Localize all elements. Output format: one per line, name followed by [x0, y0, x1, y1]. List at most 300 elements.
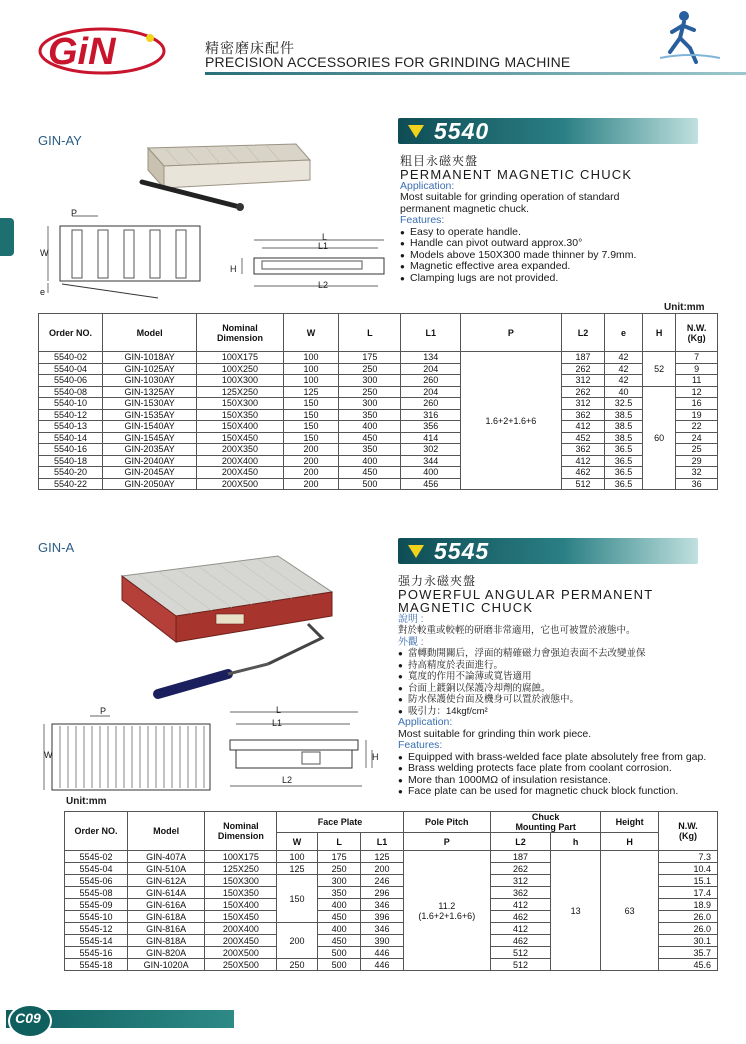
table-cell: 250 [339, 386, 401, 398]
table-cell: 204 [401, 363, 461, 375]
application-text: Most suitable for grinding thin work piece. [398, 727, 592, 740]
table-cell: GIN-1020A [127, 959, 204, 971]
section1-description [400, 156, 730, 284]
table-cell: 312 [561, 375, 605, 387]
title-cn: 强力永磁夾盤 [398, 574, 477, 588]
table-cell: 5545-14 [65, 935, 128, 947]
dim-h-label: H [230, 264, 237, 274]
application-label: Application: [400, 179, 455, 192]
table-cell: 5545-04 [65, 863, 128, 875]
feature-item-cn: ● 吸引力：14kgf/cm² [398, 706, 728, 718]
table-cell: 150 [283, 409, 339, 421]
table-cell: 414 [401, 432, 461, 444]
dim-p-label: P [100, 706, 107, 716]
table-cell: 5545-06 [65, 875, 128, 887]
table-cell: 5540-14 [39, 432, 103, 444]
table-cell: 5545-09 [65, 899, 128, 911]
feature-item-cn: ● 當轉動開關后，浮面的精確磁力會强迫表面不去改變並保 [398, 648, 728, 660]
table-cell: 25 [676, 444, 718, 456]
table-cell: 7.3 [659, 851, 718, 863]
table-cell: 346 [361, 923, 403, 935]
table-cell: 5545-12 [65, 923, 128, 935]
title-en: POWERFUL ANGULAR PERMANENT [398, 586, 654, 602]
table-cell: 100 [277, 851, 317, 863]
unit-label: Unit:mm [66, 796, 107, 807]
col-header: P [403, 833, 491, 851]
table-cell: 60 [642, 386, 675, 490]
feature-item-cn: ● 台面上鍍銅以保護冷却劑的腐蝕。 [398, 683, 728, 695]
dim-p-label: P [71, 208, 78, 218]
feature-item: ● Easy to operate handle. [400, 227, 730, 239]
table-row [65, 851, 718, 863]
dim-l1-label: L1 [318, 241, 329, 251]
unit-label: Unit:mm [664, 302, 705, 313]
table-cell: 250 [339, 363, 401, 375]
table-cell: 150X350 [197, 409, 283, 421]
table-cell: 512 [561, 478, 605, 490]
table-cell: 125X250 [197, 386, 283, 398]
table-cell: 446 [361, 947, 403, 959]
svg-text:GiN: GiN [48, 31, 116, 73]
table-cell: 5540-04 [39, 363, 103, 375]
table-cell: 100X175 [205, 851, 277, 863]
desc-label-cn: 說明 : [398, 613, 424, 625]
table-cell: 175 [339, 352, 401, 364]
title-cn: 粗目永磁夾盤 [400, 154, 479, 168]
col-header: Order NO. [65, 812, 128, 851]
features-label: Features: [400, 214, 445, 226]
table-cell: GIN-616A [127, 899, 204, 911]
col-header: Pole Pitch [403, 812, 491, 833]
feature-item: ● Handle can pivot outward approx.30° [400, 238, 730, 250]
table-row [39, 455, 718, 467]
table-cell: GIN-1535AY [102, 409, 196, 421]
table-cell: 300 [339, 398, 401, 410]
gin-logo [38, 24, 166, 76]
col-header: Model [102, 314, 196, 352]
table-cell: 412 [561, 455, 605, 467]
table-cell: 100X250 [197, 363, 283, 375]
table-cell: GIN-612A [127, 875, 204, 887]
header-title-cn: 精密磨床配件 [205, 40, 295, 56]
table-cell: 500 [317, 959, 361, 971]
table-cell: 32.5 [605, 398, 643, 410]
table-cell: 30.1 [659, 935, 718, 947]
table-cell: 38.5 [605, 432, 643, 444]
col-header: N.W. (Kg) [676, 314, 718, 352]
drawing-5540-top [38, 208, 218, 308]
model-number: 5540 [434, 118, 490, 144]
table-cell: 150X350 [205, 887, 277, 899]
table-cell: 150X300 [205, 875, 277, 887]
table-cell: 35.7 [659, 947, 718, 959]
table-cell: 250 [277, 959, 317, 971]
feature-item-cn: ● 寬度的作用不論薄或寬皆適用 [398, 671, 728, 683]
table-cell: 36.5 [605, 478, 643, 490]
table-cell: 300 [339, 375, 401, 387]
dim-e-label: e [40, 287, 46, 297]
product-photo-5540 [136, 140, 316, 216]
feature-item: ● Models above 150X300 made thinner by 7.9mm. [400, 250, 730, 262]
model-banner-5545 [398, 538, 698, 564]
feature-item: ● Clamping lugs are not provided. [400, 273, 730, 285]
table-cell: 5545-18 [65, 959, 128, 971]
table-cell: 5545-02 [65, 851, 128, 863]
table-cell: 26.0 [659, 923, 718, 935]
table-cell: 452 [561, 432, 605, 444]
table-cell: 200 [283, 444, 339, 456]
table-cell: GIN-1325AY [102, 386, 196, 398]
table-cell: 5540-02 [39, 352, 103, 364]
col-header: Order NO. [39, 314, 103, 352]
table-cell: 10.4 [659, 863, 718, 875]
table-row [39, 409, 718, 421]
pole-pitch-value: 11.2 [438, 900, 456, 911]
feature-item: ● Magnetic effective area expanded. [400, 261, 730, 273]
table-cell: 200 [277, 923, 317, 959]
table-cell: 7 [676, 352, 718, 364]
table-cell: 45.6 [659, 959, 718, 971]
table-cell: 187 [561, 352, 605, 364]
table-cell: 412 [491, 899, 551, 911]
col-header: W [283, 314, 339, 352]
table-cell: 200 [361, 863, 403, 875]
side-tab [0, 218, 14, 256]
table-cell: 150 [283, 398, 339, 410]
table-cell: 15.1 [659, 875, 718, 887]
runner-figure-icon [660, 8, 720, 66]
table-cell: 42 [605, 352, 643, 364]
section1-code: GIN-AY [38, 133, 82, 148]
table-cell: 200X500 [205, 947, 277, 959]
spec-table-5540 [38, 313, 718, 490]
table-cell: 462 [491, 911, 551, 923]
table-cell: 26.0 [659, 911, 718, 923]
spec-table-5545 [64, 811, 718, 971]
table-cell: 5540-06 [39, 375, 103, 387]
col-header: L1 [361, 833, 403, 851]
table-cell: GIN-2050AY [102, 478, 196, 490]
col-header: L [339, 314, 401, 352]
table-cell: 296 [361, 887, 403, 899]
table-cell: GIN-2045AY [102, 467, 196, 479]
table-row [39, 478, 718, 490]
table-cell: 125 [283, 386, 339, 398]
pole-pitch-formula: (1.6+2+1.6+6) [418, 910, 476, 921]
col-header: L [317, 833, 361, 851]
table-cell: 38.5 [605, 421, 643, 433]
table-cell: 312 [561, 398, 605, 410]
table-cell: 5545-16 [65, 947, 128, 959]
table-cell: GIN-816A [127, 923, 204, 935]
table-cell: 5545-10 [65, 911, 128, 923]
table-cell: 246 [361, 875, 403, 887]
table-cell: 38.5 [605, 409, 643, 421]
table-cell: 22 [676, 421, 718, 433]
table-cell: 125 [277, 863, 317, 875]
table-row [39, 444, 718, 456]
table-cell: 32 [676, 467, 718, 479]
table-cell: 150X400 [197, 421, 283, 433]
dim-l2-label: L2 [318, 280, 329, 290]
table-cell: 42 [605, 363, 643, 375]
drawing-5545-top [40, 700, 220, 800]
table-row [39, 363, 718, 375]
table-cell: 52 [642, 352, 675, 387]
col-header: L2 [491, 833, 551, 851]
table-cell: 36 [676, 478, 718, 490]
table-cell: 5540-22 [39, 478, 103, 490]
table-cell: 36.5 [605, 455, 643, 467]
application-text: Most suitable for grinding operation of standard [400, 191, 620, 203]
table-cell: 100 [283, 352, 339, 364]
table-cell: 150X450 [205, 911, 277, 923]
col-header: Chuck Mounting Part [491, 812, 601, 833]
feature-item: ● Face plate can be used for magnetic chuck block function. [398, 786, 728, 798]
table-cell: 350 [339, 409, 401, 421]
table-cell: 262 [561, 363, 605, 375]
table-cell: 350 [339, 444, 401, 456]
table-cell: 200X350 [197, 444, 283, 456]
table-cell: 462 [491, 935, 551, 947]
page-number: C09 [15, 1010, 41, 1026]
table-cell: 400 [317, 923, 361, 935]
table-cell: GIN-407A [127, 851, 204, 863]
table-cell: 200X400 [205, 923, 277, 935]
table-cell: 5540-08 [39, 386, 103, 398]
table-cell: 100 [283, 363, 339, 375]
table-cell: 412 [491, 923, 551, 935]
desc-text-cn: 對於較重或較輕的研磨非常適用，它也可被置於液態中。 [398, 625, 636, 636]
model-number: 5545 [434, 538, 490, 564]
table-cell: 125X250 [205, 863, 277, 875]
table-cell: 200 [283, 467, 339, 479]
table-cell: 350 [317, 887, 361, 899]
features-label: Features: [398, 739, 443, 751]
table-cell: 356 [401, 421, 461, 433]
table-cell: GIN-1025AY [102, 363, 196, 375]
feature-item: ● More than 1000MΩ of insulation resistance. [398, 775, 728, 787]
table-cell: 24 [676, 432, 718, 444]
table-cell: 204 [401, 386, 461, 398]
section2-code: GIN-A [38, 540, 75, 555]
table-cell: 150 [283, 432, 339, 444]
table-cell: GIN-1018AY [102, 352, 196, 364]
drawing-5540-side [228, 236, 396, 292]
table-cell: 362 [561, 409, 605, 421]
table-cell: 316 [401, 409, 461, 421]
dim-w-label: W [40, 248, 49, 258]
triangle-marker-icon [408, 125, 424, 138]
table-cell: GIN-818A [127, 935, 204, 947]
table-cell: 500 [317, 947, 361, 959]
table-cell: 200 [283, 455, 339, 467]
title-en: MAGNETIC CHUCK [398, 599, 534, 615]
col-header: Height [601, 812, 659, 833]
title-en: PERMANENT MAGNETIC CHUCK [400, 166, 633, 182]
table-cell: 5540-20 [39, 467, 103, 479]
col-header: Model [127, 812, 204, 851]
table-cell: GIN-2040AY [102, 455, 196, 467]
table-cell: 450 [339, 432, 401, 444]
table-cell: GIN-614A [127, 887, 204, 899]
table-cell: 150 [283, 421, 339, 433]
dim-h-label: H [372, 752, 379, 762]
table-cell: 456 [401, 478, 461, 490]
table-cell: 512 [491, 947, 551, 959]
table-row [39, 421, 718, 433]
table-cell: 400 [401, 467, 461, 479]
table-cell: 150X400 [205, 899, 277, 911]
table-cell: GIN-618A [127, 911, 204, 923]
table-cell: 400 [339, 421, 401, 433]
table-cell: 36.5 [605, 467, 643, 479]
table-cell: 512 [491, 959, 551, 971]
section2-description [398, 576, 728, 798]
table-cell: 18.9 [659, 899, 718, 911]
table-cell: 462 [561, 467, 605, 479]
table-cell: 175 [317, 851, 361, 863]
table-cell: 362 [491, 887, 551, 899]
col-header: P [461, 314, 561, 352]
feature-item-cn: ● 持高精度於表面進行。 [398, 660, 728, 672]
table-cell [403, 851, 491, 971]
col-header: Nominal Dimension [205, 812, 277, 851]
table-cell: GIN-1030AY [102, 375, 196, 387]
table-cell: 200X450 [205, 935, 277, 947]
header-divider [205, 72, 746, 75]
table-cell: 150X300 [197, 398, 283, 410]
table-cell: 300 [317, 875, 361, 887]
col-header: H [642, 314, 675, 352]
table-cell: 390 [361, 935, 403, 947]
table-cell: 200X400 [197, 455, 283, 467]
table-row [39, 467, 718, 479]
col-header: L1 [401, 314, 461, 352]
table-row [39, 432, 718, 444]
table-cell: 12 [676, 386, 718, 398]
table-cell: 346 [361, 899, 403, 911]
application-text: permanent magnetic chuck. [400, 202, 529, 215]
feat-label-cn: 外觀 : [398, 636, 424, 648]
table-cell: 1.6+2+1.6+6 [461, 352, 561, 490]
table-cell: 125 [361, 851, 403, 863]
col-header: L2 [561, 314, 605, 352]
table-cell: 450 [317, 911, 361, 923]
dim-l-label: L [322, 232, 328, 242]
table-cell: 40 [605, 386, 643, 398]
table-cell: 396 [361, 911, 403, 923]
table-cell: 362 [561, 444, 605, 456]
table-cell: 19 [676, 409, 718, 421]
table-cell: GIN-1545AY [102, 432, 196, 444]
table-cell: 446 [361, 959, 403, 971]
table-cell: 63 [601, 851, 659, 971]
table-cell: 200 [283, 478, 339, 490]
dim-l1-label: L1 [272, 718, 283, 728]
table-cell: 262 [491, 863, 551, 875]
model-banner-5540 [398, 118, 698, 144]
table-cell: 250X500 [205, 959, 277, 971]
table-cell: 262 [561, 386, 605, 398]
feature-item: ● Brass welding protects face plate from coolant corrosion. [398, 763, 728, 775]
table-cell: 150X450 [197, 432, 283, 444]
table-cell: 5540-16 [39, 444, 103, 456]
table-row [39, 386, 718, 398]
table-row [39, 398, 718, 410]
table-cell: 13 [551, 851, 601, 971]
table-cell: 344 [401, 455, 461, 467]
table-cell: 9 [676, 363, 718, 375]
table-cell: 5540-18 [39, 455, 103, 467]
table-cell: GIN-2035AY [102, 444, 196, 456]
table-cell: 134 [401, 352, 461, 364]
table-cell: 450 [339, 467, 401, 479]
table-cell: 5540-12 [39, 409, 103, 421]
table-row [39, 352, 718, 364]
table-row [39, 375, 718, 387]
col-header: Face Plate [277, 812, 403, 833]
table-cell: 260 [401, 398, 461, 410]
table-cell: 302 [401, 444, 461, 456]
table-cell: 412 [561, 421, 605, 433]
triangle-marker-icon [408, 545, 424, 558]
table-cell: 150 [277, 875, 317, 923]
table-cell: 312 [491, 875, 551, 887]
table-cell: 200X450 [197, 467, 283, 479]
product-photo-5545 [118, 554, 338, 704]
table-cell: 500 [339, 478, 401, 490]
table-cell: 400 [317, 899, 361, 911]
table-cell: 29 [676, 455, 718, 467]
col-header: e [605, 314, 643, 352]
table-cell: GIN-820A [127, 947, 204, 959]
table-cell: 11 [676, 375, 718, 387]
table-cell: 187 [491, 851, 551, 863]
dim-w-label: W [44, 750, 53, 760]
table-cell: 250 [317, 863, 361, 875]
table-cell: 36.5 [605, 444, 643, 456]
feature-item-cn: ● 防水保護使台面及機身可以置於液態中。 [398, 694, 728, 706]
drawing-5545-side [222, 708, 392, 794]
table-cell: 400 [339, 455, 401, 467]
table-cell: 100X300 [197, 375, 283, 387]
col-header: W [277, 833, 317, 851]
table-cell: 200X500 [197, 478, 283, 490]
col-header: N.W. (Kg) [659, 812, 718, 851]
table-cell: 16 [676, 398, 718, 410]
table-cell: 450 [317, 935, 361, 947]
table-cell: GIN-510A [127, 863, 204, 875]
dim-l-label: L [276, 705, 282, 715]
table-cell: GIN-1530AY [102, 398, 196, 410]
col-header: H [601, 833, 659, 851]
application-label: Application: [398, 716, 453, 728]
table-cell: 100X175 [197, 352, 283, 364]
table-cell: 100 [283, 375, 339, 387]
table-cell: GIN-1540AY [102, 421, 196, 433]
header-title-en: PRECISION ACCESSORIES FOR GRINDING MACHINE [205, 54, 571, 70]
col-header: h [551, 833, 601, 851]
col-header: Nominal Dimension [197, 314, 283, 352]
table-cell: 5540-10 [39, 398, 103, 410]
table-cell: 5545-08 [65, 887, 128, 899]
table-cell: 260 [401, 375, 461, 387]
table-cell: 5540-13 [39, 421, 103, 433]
feature-item: ● Equipped with brass-welded face plate absolutely free from gap. [398, 752, 728, 764]
table-cell: 42 [605, 375, 643, 387]
table-cell: 17.4 [659, 887, 718, 899]
